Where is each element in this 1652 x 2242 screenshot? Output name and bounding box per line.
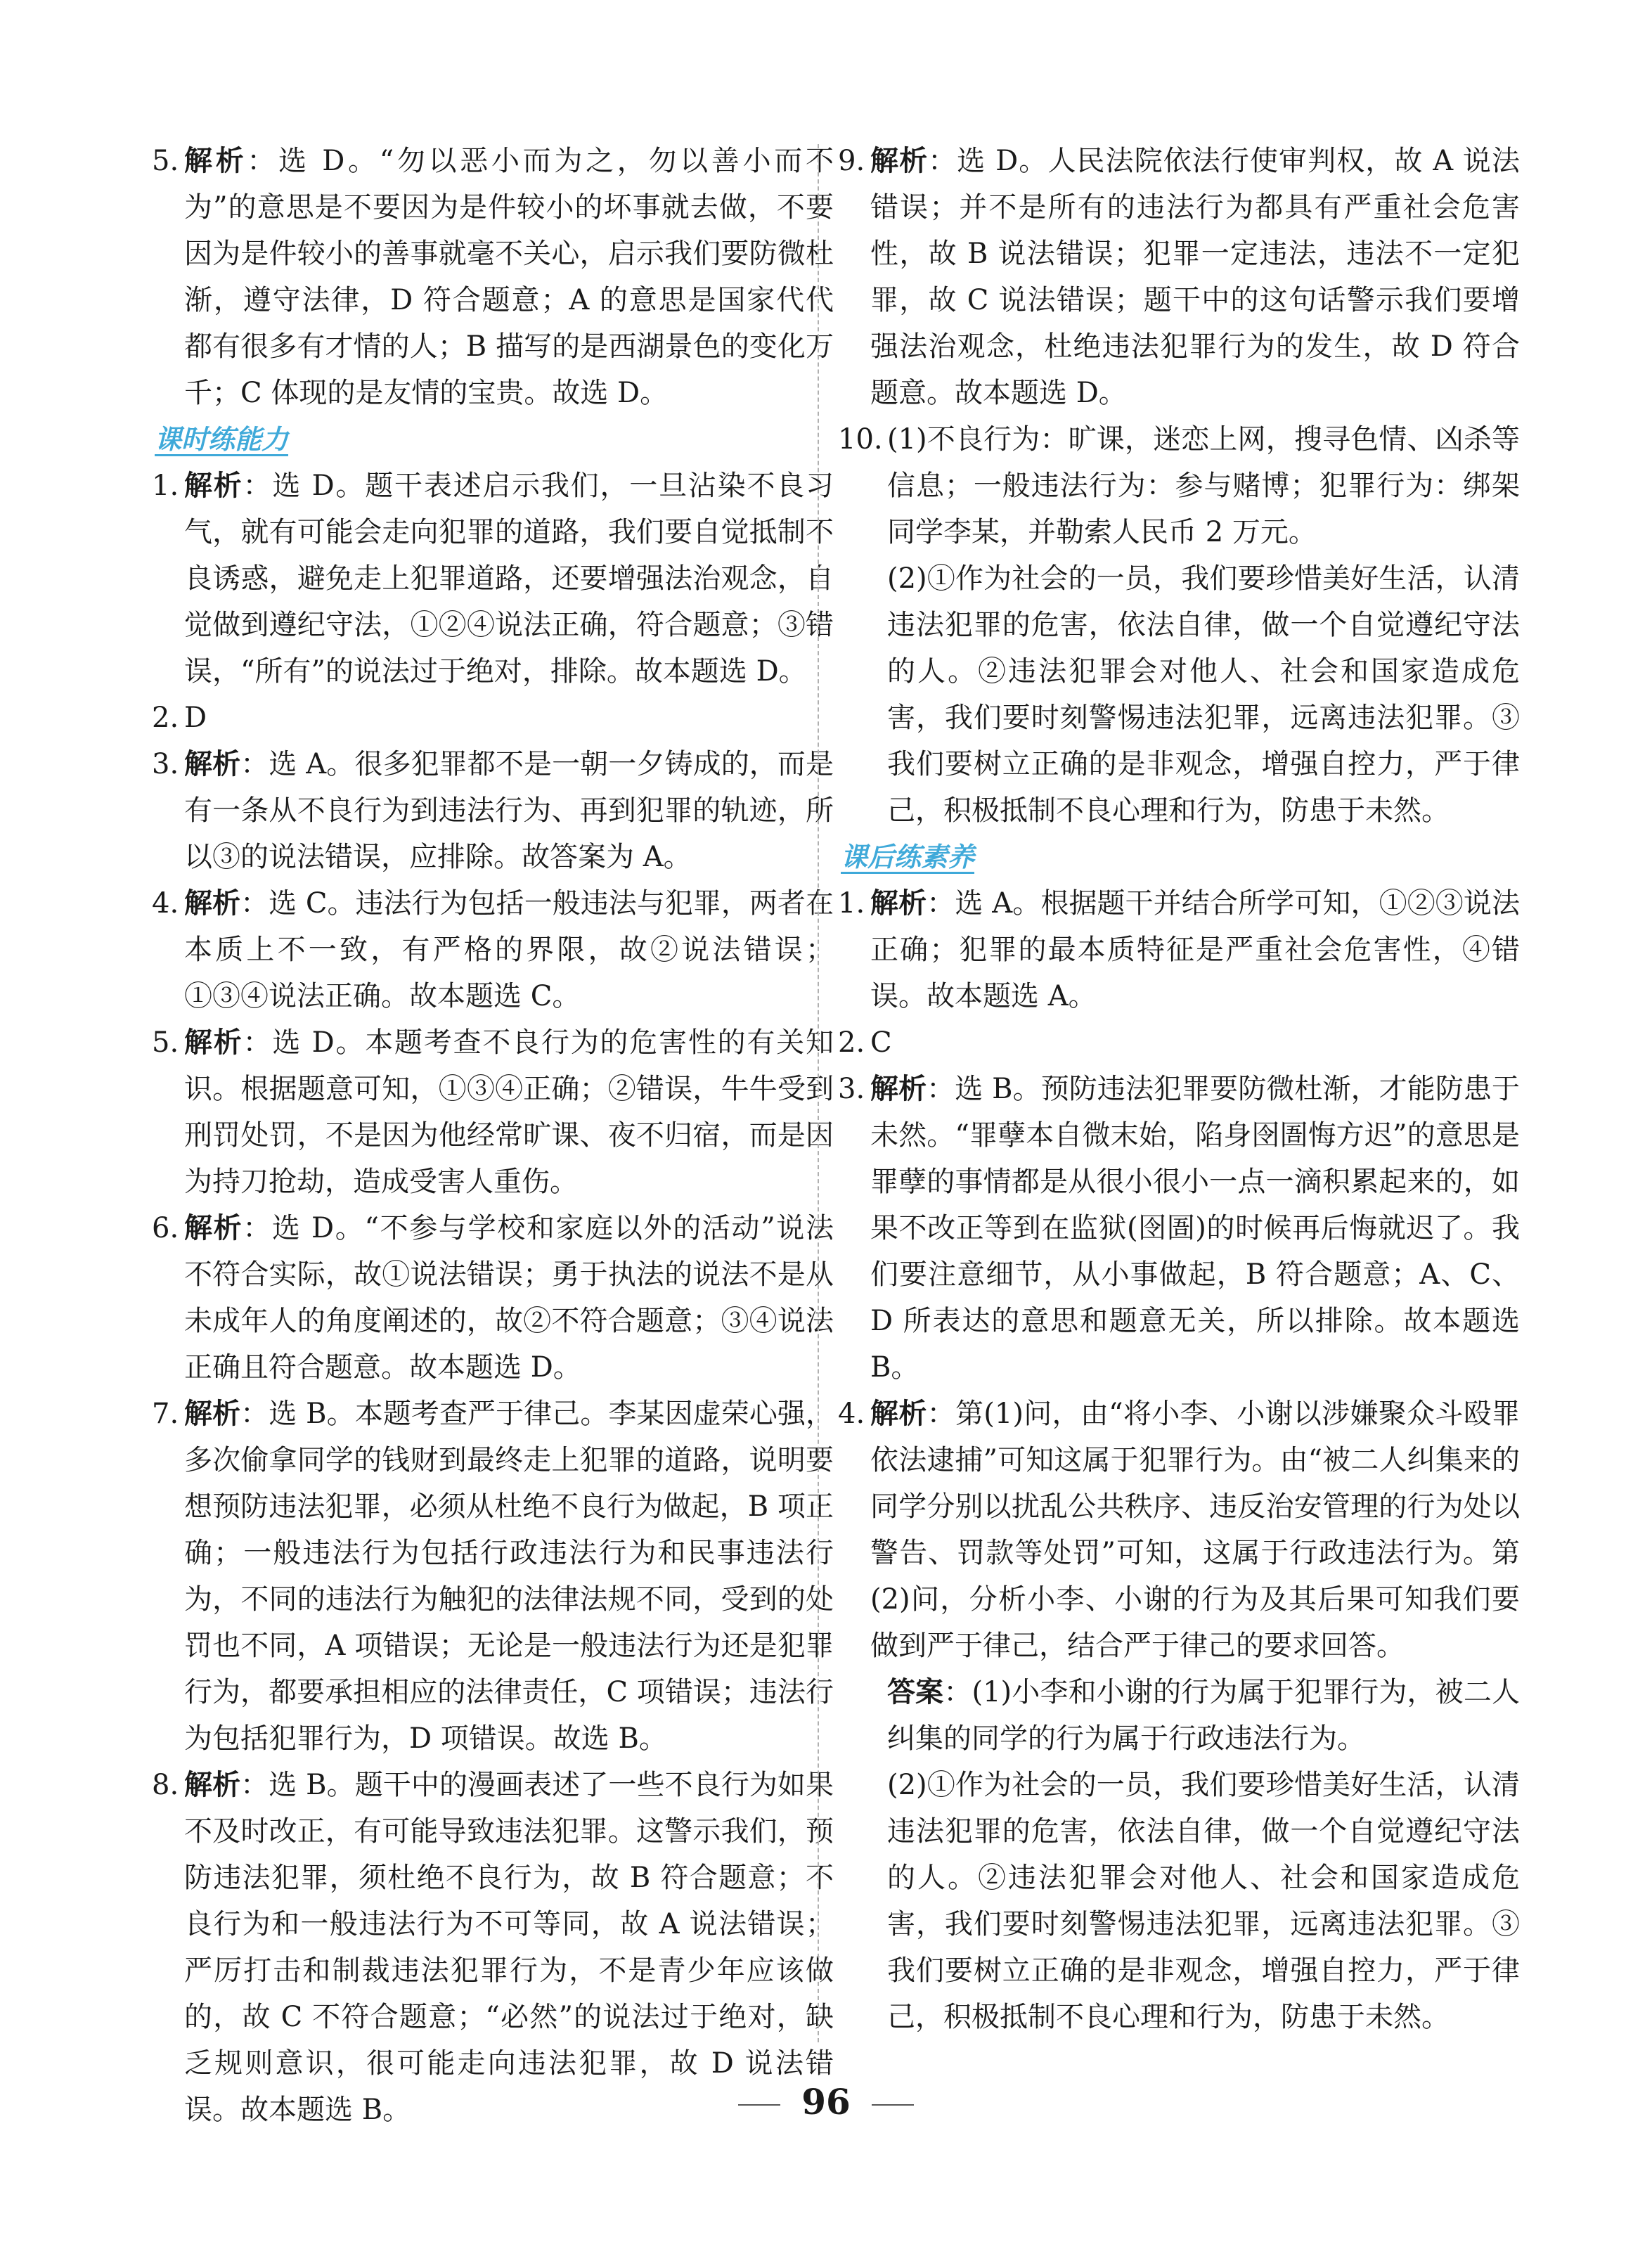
item-text — [870, 1066, 1520, 1391]
answer-item — [152, 741, 834, 880]
item-text — [184, 880, 834, 1019]
item-number: 1. — [838, 887, 865, 920]
analysis-label: 解析 — [184, 1026, 243, 1059]
item-text — [184, 138, 834, 416]
answer-text: ：(1)小李和小谢的行为属于犯罪行为，被二人纠集的同学的行为属于行政违法行为。 — [887, 1676, 1520, 1755]
item-number: 10. — [838, 423, 883, 456]
analysis-label: 解析 — [184, 1769, 241, 1801]
right-column — [838, 138, 1520, 2040]
answer-item — [838, 1391, 1520, 1669]
item-text — [870, 138, 1520, 416]
answer-paragraph: (2)①作为社会的一员，我们要珍惜美好生活，认清违法犯罪的危害，依法自律，做一个自觉遵纪守法的人。②违法犯罪会对他人、社会和国家造成危害，我们要时刻警惕违法犯罪，远离违法犯罪。③我们要树立正确的是非观念，增强自控力，严于律己，积极抵制不良心理和行为，防患于未然。 — [887, 562, 1520, 827]
item-text — [184, 741, 834, 880]
answer-item — [152, 1391, 834, 1762]
item-text — [184, 1205, 834, 1391]
answer-paragraph: (2)①作为社会的一员，我们要珍惜美好生活，认清违法犯罪的危害，依法自律，做一个自觉遵纪守法的人。②违法犯罪会对他人、社会和国家造成危害，我们要时刻警惕违法犯罪，远离违法犯罪。③我们要树立正确的是非观念，增强自控力，严于律己，积极抵制不良心理和行为，防患于未然。 — [887, 1769, 1520, 2033]
analysis-label: 解析 — [184, 470, 243, 502]
item-number: 3. — [152, 748, 179, 780]
item-number: 7. — [152, 1398, 179, 1430]
item-number: 8. — [152, 1769, 179, 1801]
item-text — [184, 1391, 834, 1762]
item-number: 4. — [838, 1398, 865, 1430]
answer-item — [152, 138, 834, 416]
analysis-text: ：选 B。本题考查严于律己。李某因虚荣心强，多次偷拿同学的钱财到最终走上犯罪的道路，说明要想预防违法犯罪，必须从杜绝不良行为做起，B 项正确；一般违法行为包括行政违法行为和民事违法行为，不同的违法行为触犯的法律法规不同，受到的处罚也不同，A 项错误；无论是一般违法行为还是犯罪行为，都要承担相应的法律责任，C 项错误；违法行为包括犯罪行为，D 项错误。故选 B。 — [184, 1398, 834, 1755]
item-number: 5. — [152, 1026, 179, 1059]
page-number-text: 96 — [801, 2081, 851, 2122]
item-text — [870, 1019, 1520, 1066]
analysis-label: 解析 — [184, 1398, 241, 1430]
section-title-class-practice: 课时练能力 — [155, 424, 289, 455]
analysis-text: ：选 D。“不参与学校和家庭以外的活动”说法不符合实际，故①说法错误；勇于执法的说法不是从未成年人的角度阐述的，故②不符合题意；③④说法正确且符合题意。故本题选 D。 — [184, 1212, 834, 1384]
item-number: 9. — [838, 145, 865, 177]
answer-item — [838, 1019, 1520, 1066]
analysis-label: 解析 — [870, 1073, 927, 1105]
analysis-text: ：选 D。本题考查不良行为的危害性的有关知识。根据题意可知，①③④正确；②错误，牛牛受到刑罚处罚，不是因为他经常旷课、夜不归宿，而是因为持刀抢劫，造成受害人重伤。 — [184, 1026, 834, 1198]
analysis-label: 解析 — [870, 887, 927, 920]
item-text — [870, 1391, 1520, 1669]
page-number-dash-right — [872, 2104, 914, 2106]
analysis-label: 解析 — [184, 1212, 243, 1244]
analysis-text: ：选 B。预防违法犯罪要防微杜渐，才能防患于未然。“罪孽本自微末始，陷身囹圄悔方迟”的意思是罪孽的事情都是从很小很小一点一滴积累起来的，如果不改正等到在监狱(囹圄)的时候再后悔就迟了。我们要注意细节，从小事做起，B 符合题意；A、C、D 所表达的意思和题意无关，所以排除。故本题选 B。 — [870, 1073, 1521, 1384]
answer-text: C — [870, 1026, 892, 1059]
answer-paragraph — [838, 1669, 1520, 1762]
analysis-label: 解析 — [184, 748, 241, 780]
analysis-text: ：第(1)问，由“将小李、小谢以涉嫌聚众斗殴罪依法逮捕”可知这属于犯罪行为。由“被二人纠集来的同学分别以扰乱公共秩序、违反治安管理的行为处以警告、罚款等处罚”可知，这属于行政违法行为。第(2)问，分析小李、小谢的行为及其后果可知我们要做到严于律己，结合严于律己的要求回答。 — [870, 1398, 1521, 1662]
analysis-text: ：选 D。“勿以恶小而为之，勿以善小而不为”的意思是不要因为是件较小的坏事就去做，不要因为是件较小的善事就毫不关心，启示我们要防微杜渐，遵守法律，D 符合题意；A 的意思是国家代代都有很多有才情的人；B 描写的是西湖景色的变化万千；C 体现的是友情的宝贵。故选 D。 — [184, 145, 834, 409]
answer-item — [838, 880, 1520, 1019]
analysis-text: ：选 B。题干中的漫画表述了一些不良行为如果不及时改正，有可能导致违法犯罪。这警示我们，预防违法犯罪，须杜绝不良行为，故 B 符合题意；不良行为和一般违法行为不可等同，故 A 说法错误；严厉打击和制裁违法犯罪行为，不是青少年应该做的，故 C 不符合题意；“必然”的说法过于绝对，缺乏规则意识，很可能走向违法犯罪，故 D 说法错误。故本题选 B。 — [184, 1769, 834, 2126]
item-number: 5. — [152, 145, 179, 177]
analysis-label: 解析 — [184, 145, 247, 177]
answer-item — [838, 1066, 1520, 1391]
answer-item — [838, 416, 1520, 555]
item-number: 2. — [152, 702, 179, 734]
analysis-label: 解析 — [870, 1398, 927, 1430]
page-number — [0, 2077, 1652, 2127]
item-text — [184, 463, 834, 695]
analysis-text: ：选 D。题干表述启示我们，一旦沾染不良习气，就有可能会走向犯罪的道路，我们要自觉抵制不良诱惑，避免走上犯罪道路，还要增强法治观念，自觉做到遵纪守法，①②④说法正确，符合题意；③错误，“所有”的说法过于绝对，排除。故本题选 D。 — [184, 470, 834, 688]
answer-item — [152, 880, 834, 1019]
left-column — [152, 138, 834, 2133]
item-text — [184, 695, 834, 741]
analysis-text: ：选 C。违法行为包括一般违法与犯罪，两者在本质上不一致，有严格的界限，故②说法错误；①③④说法正确。故本题选 C。 — [184, 887, 834, 1012]
item-text: (1)不良行为：旷课，迷恋上网，搜寻色情、凶杀等信息；一般违法行为：参与赌博；犯罪行为：绑架同学李某，并勒索人民币 2 万元。 — [887, 423, 1520, 548]
analysis-text: ：选 A。很多犯罪都不是一朝一夕铸成的，而是有一条从不良行为到违法行为、再到犯罪的轨迹，所以③的说法错误，应排除。故答案为 A。 — [184, 748, 834, 873]
analysis-text: ：选 A。根据题干并结合所学可知，①②③说法正确；犯罪的最本质特征是严重社会危害性，④错误。故本题选 A。 — [870, 887, 1521, 1012]
answer-label: 答案 — [887, 1676, 944, 1708]
item-number: 3. — [838, 1073, 865, 1105]
analysis-label: 解析 — [870, 145, 929, 177]
item-text — [870, 880, 1520, 1019]
answer-item — [152, 695, 834, 741]
analysis-label: 解析 — [184, 887, 241, 920]
column-divider — [818, 144, 819, 2042]
section-title-after-class: 课后练素养 — [841, 842, 975, 872]
answer-item — [838, 138, 1520, 416]
answer-item — [152, 1019, 834, 1205]
answer-item — [152, 463, 834, 695]
item-number: 1. — [152, 470, 179, 502]
page-number-dash-left — [738, 2104, 780, 2106]
answer-text: D — [184, 702, 207, 734]
answer-item — [152, 1205, 834, 1391]
item-number: 4. — [152, 887, 179, 920]
item-text — [184, 1019, 834, 1205]
analysis-text: ：选 D。人民法院依法行使审判权，故 A 说法错误；并不是所有的违法行为都具有严重社会危害性，故 B 说法错误；犯罪一定违法，违法不一定犯罪，故 C 说法错误；题干中的这句话警示我们要增强法治观念，杜绝违法犯罪行为的发生，故 D 符合题意。故本题选 D。 — [870, 145, 1520, 409]
item-number: 2. — [838, 1026, 865, 1059]
item-number: 6. — [152, 1212, 179, 1244]
